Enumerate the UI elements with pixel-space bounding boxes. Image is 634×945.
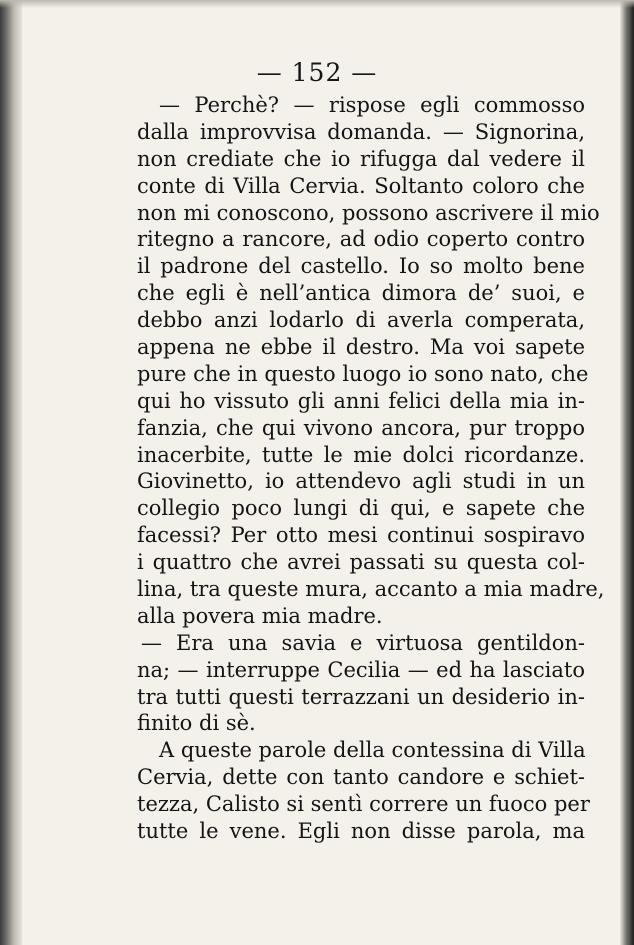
text-line: inacerbite, tutte le mie dolci ricordanze. [137, 442, 585, 467]
text-line: na; — interruppe Cecilia — ed ha lasciato [137, 657, 585, 682]
text-line: collegio poco lungi di qui, e sapete che [137, 496, 585, 521]
text-line: che egli è nell’antica dimora de’ suoi, e [137, 281, 585, 306]
text-line: ritegno a rancore, ad odio coperto contro [137, 227, 585, 252]
text-line: facessi? Per otto mesi continui sospiravo [137, 523, 585, 548]
text-line: alla povera mia madre. [137, 603, 383, 628]
text-line: tra tutti questi terrazzani un desiderio in- [137, 684, 585, 709]
text-line: — Era una savia e virtuosa gentildon- [141, 630, 585, 655]
text-line: finito di sè. [137, 711, 256, 736]
text-line: non crediate che io rifugga dal vedere il [137, 146, 585, 171]
text-line: fanzia, che qui vivono ancora, pur troppo [137, 415, 585, 440]
page-right-edge [620, 0, 634, 945]
text-line: dalla improvvisa domanda. — Signorina, [137, 119, 585, 144]
text-line: tezza, Calisto si sentì correre un fuoco per [137, 792, 590, 817]
text-line: appena ne ebbe il destro. Ma voi sapete [137, 335, 585, 360]
text-line: A queste parole della contessina di Villa [159, 738, 586, 763]
text-line: tutte le vene. Egli non disse parola, ma [137, 819, 585, 844]
page-text [137, 92, 605, 845]
text-line: — Perchè? — rispose egli commosso [159, 93, 585, 117]
text-line: i quattro che avrei passati su questa col- [137, 550, 585, 575]
text-line: il padrone del castello. Io so molto bene [137, 254, 585, 279]
text-line: non mi conoscono, possono ascrivere il mio [137, 200, 600, 225]
text-line: lina, tra queste mura, accanto a mia madre, [137, 577, 605, 602]
text-line: pure che in questo luogo io sono nato, che [137, 361, 589, 386]
page-top-edge [0, 0, 634, 8]
text-line: Giovinetto, io attendevo agli studi in un [137, 469, 585, 494]
text-line: conte di Villa Cervia. Soltanto coloro che [137, 173, 585, 198]
page-number: — 152 — [256, 58, 378, 87]
text-line: qui ho vissuto gli anni felici della mia in- [137, 388, 585, 413]
page-gutter [0, 0, 22, 945]
text-line: Cervia, dette con tanto candore e schiet- [137, 765, 585, 790]
text-line: debbo anzi lodarlo di averla comperata, [137, 308, 585, 333]
